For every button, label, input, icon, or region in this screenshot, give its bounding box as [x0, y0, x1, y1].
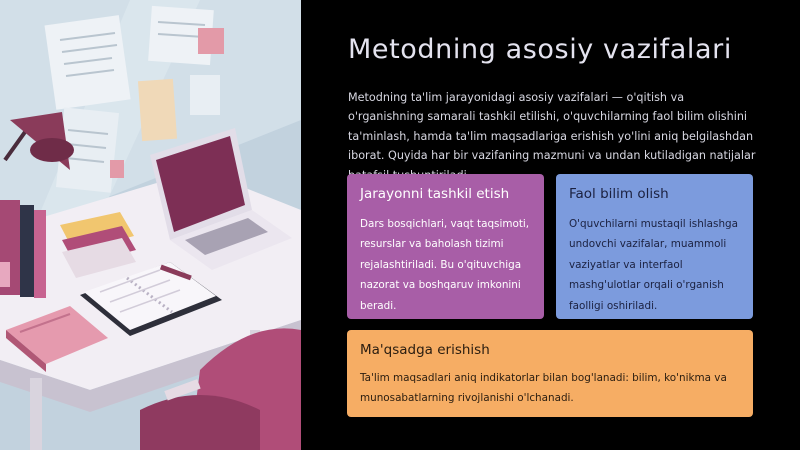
slide-title: Metodning asosiy vazifalari: [348, 34, 732, 65]
card-body: O'quvchilarni mustaqil ishlashga undovchi vazifalar, muammoli vaziyatlar va interfaol mashg'ulotlar orqali o'rganish faolligi oshiriladi.: [569, 218, 739, 312]
card-achieve-goal: [347, 330, 753, 417]
card-title: Jarayonni tashkil etish: [360, 186, 510, 202]
desk-workspace-illustration: [0, 0, 301, 450]
book-stack-icon: [0, 200, 46, 298]
card-active-learning: [556, 174, 753, 319]
card-organize-process: [347, 174, 544, 319]
card-body: Ta'lim maqsadlari aniq indikatorlar bilan bog'lanadi: bilim, ko'nikma va munosabatlarning rivojlanishi o'lchanadi.: [360, 372, 727, 405]
card-title: Ma'qsadga erishish: [360, 342, 490, 358]
intro-paragraph: Metodning ta'lim jarayonidagi asosiy vazifalari — o'qitish va o'rganishning samarali tashkil etilishi, o'quvchilarning faol bilim olishini ta'minlash, hamda ta'lim maqsadlariga erishish yo'lini aniq belgilashdan iborat. Quyida har bir vazifaning mazmuni va undan kutiladigan natijalar: [348, 91, 756, 163]
card-title: Faol bilim olish: [569, 186, 669, 202]
slide-content: [301, 0, 800, 450]
card-body: Dars bosqichlari, vaqt taqsimoti, resurslar va baholash tizimi rejalashtiriladi. Bu o'qituvchiga nazorat va boshqaruv imkonini beradi.: [360, 218, 530, 312]
